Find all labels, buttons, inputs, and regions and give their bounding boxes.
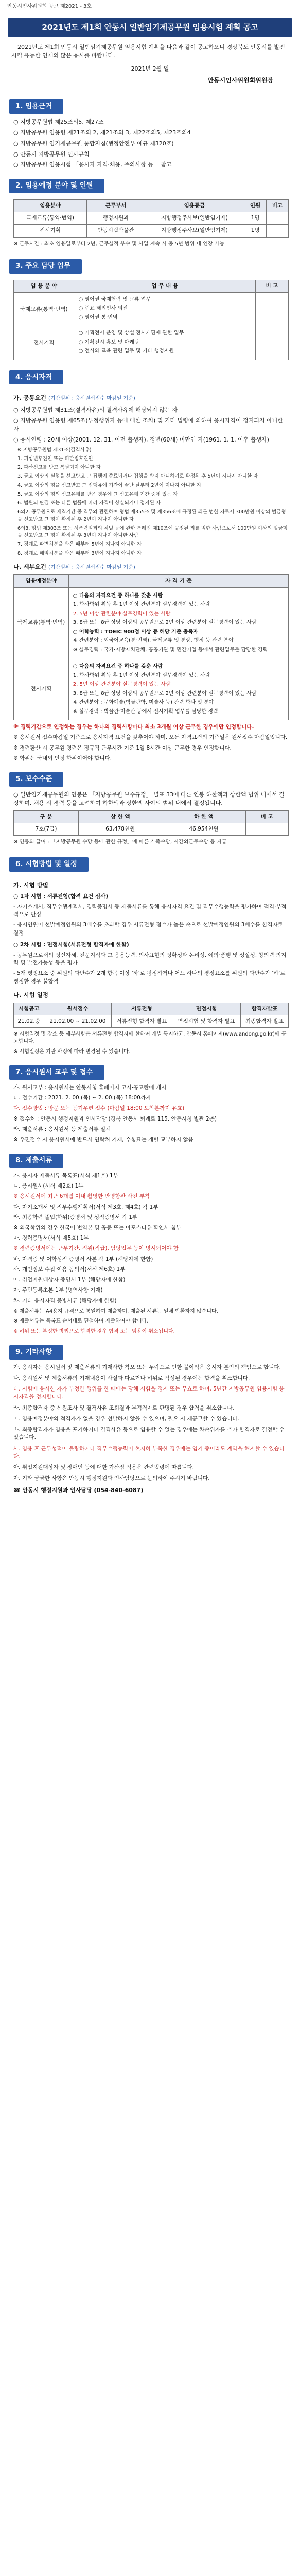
- salary-note: ※ 연봉외 급여 : 「지방공무원 수당 등에 관한 규정」에 따른 가족수당, 시간외근무수당 등 지급: [13, 839, 227, 845]
- table-cell: 전시기획: [14, 658, 69, 720]
- exam-schedule-table: [13, 1003, 289, 1028]
- table-header: 업 무 내 용: [74, 280, 255, 292]
- table-cell: 안동시립박물관: [87, 225, 145, 237]
- table-header: 원서접수: [44, 1003, 111, 1015]
- table-header: 시험공고: [14, 1003, 44, 1015]
- list-item: 1. 피성년후견인 또는 피한정후견인: [17, 455, 93, 462]
- table-cell: 1명: [244, 225, 267, 237]
- list-item: ○ 안동시 지방공무원 인사규칙: [13, 150, 90, 158]
- exam-method-list: [13, 893, 289, 986]
- list-item: ※ 응시원서에 최근 6개월 이내 촬영한 반명함판 사진 부착: [13, 1193, 150, 1200]
- section-title-application: 7. 응시원서 교부 및 접수: [9, 1065, 104, 1080]
- list-item: ※ 경력기간으로 인정하는 경우는 하나의 경력사항마다 최소 3개월 이상 근무한 경우에만 인정합니다.: [13, 724, 254, 731]
- table-row: [14, 225, 289, 237]
- table-cell: 최종합격자 발표: [241, 1015, 289, 1027]
- table-cell: [255, 292, 288, 326]
- section-title-positions: 2. 임용예정 분야 및 인원: [9, 179, 104, 193]
- list-item: 사. 임용 후 근무성적이 불량하거나 직무수행능력이 현저히 부족한 경우에는 임기 중이라도 계약을 해지할 수 있습니다.: [13, 1445, 285, 1460]
- table-header: 임용분야: [14, 199, 87, 212]
- list-item: 나. 응시원서 및 제출서류의 기재내용이 사실과 다르거나 허위로 작성된 경우에는 합격을 취소합니다.: [13, 1375, 250, 1382]
- table-row: [14, 823, 289, 835]
- list-item: 사. 개인정보 수집·이용 동의서(서식 제6호) 1부: [13, 1266, 126, 1273]
- table-row: [14, 292, 289, 326]
- list-item: ※ 응시원서 접수마감일 기준으로 응시자격 요건을 갖추어야 하며, 모든 자격요건의 기준일은 원서접수 마감일입니다.: [13, 734, 288, 741]
- list-item: ※ 외국학위의 경우 한국어 번역본 및 공증 또는 아포스티유 확인서 첨부: [13, 1225, 182, 1231]
- list-item: ※ 실무경력 : 국가·지방자치단체, 공공기관 및 민간기업 등에서 관련업무를 담당한 경력: [73, 647, 268, 653]
- table-cell: 1명: [244, 212, 267, 225]
- table-header: 상 한 액: [79, 810, 162, 823]
- table-cell: [255, 326, 288, 360]
- table-cell: 63,478천원: [79, 823, 162, 835]
- exam-schedule-head: 나. 시험 일정: [13, 991, 48, 998]
- misc-list: [13, 1364, 289, 1483]
- duties-table: [13, 280, 289, 360]
- detail-requirements-table: [13, 574, 289, 720]
- table-row: [14, 326, 289, 360]
- list-item: ○ 지방공무원법 제31조(결격사유)의 결격사유에 해당되지 않는 자: [13, 406, 178, 413]
- contact-info: ☎ 안동시 행정지원과 인사담당 (054-840-6087): [13, 1487, 144, 1494]
- table-cell: [267, 225, 289, 237]
- list-item: 자. 기타 궁금한 사항은 안동시 행정지원과 인사담당으로 문의하여 주시기 바랍니다.: [13, 1475, 210, 1482]
- section-title-salary: 5. 보수수준: [9, 772, 63, 787]
- list-item: ○ 지방공무원법 제25조의5, 제27조: [13, 118, 104, 125]
- table-cell: 전시기획: [14, 326, 74, 360]
- list-item: - 자기소개서, 직무수행계획서, 경력증명서 등 제출서류를 통해 응시자격 요건 및 직무수행능력을 평가하여 적격·부적격으로 판정: [13, 903, 287, 918]
- intro-paragraph: 2021년도 제1회 안동시 일반임기제공무원 임용시험 계획을 다음과 같이 공고하오니 경상북도 안동시를 발전시킬 유능한 인재의 많은 응시를 바랍니다.: [11, 43, 285, 59]
- section-title-exam: 6. 시험방법 및 일정: [9, 857, 89, 872]
- table-cell: [245, 823, 288, 835]
- list-item: - 공무원으로서의 정신자세, 전문지식과 그 응용능력, 의사표현의 정확성과 논리성, 예의·품행 및 성실성, 창의력·의지력 및 발전가능성 등을 평가: [13, 952, 287, 967]
- list-item: 7. 징계로 파면처분을 받은 때부터 5년이 지나지 아니한 자: [17, 541, 142, 548]
- list-item: ※ 시험일정은 기관 사정에 따라 변경될 수 있습니다.: [13, 1048, 131, 1055]
- list-item: 가. 원서교부 : 응시원서는 안동시청 홈페이지 고시·공고란에 게시: [13, 1084, 167, 1091]
- list-item: 차. 기타 응시자격 증빙서류 (해당자에 한함): [13, 1297, 117, 1304]
- list-item: 1. 학사학위 취득 후 1년 이상 관련분야 실무경력이 있는 사람: [73, 602, 210, 608]
- table-cell: 전시기획: [14, 225, 87, 237]
- common-requirements-head: [13, 394, 289, 403]
- list-item: 6의2. 공무원으로 재직기간 중 직무와 관련하여 형법 제355조 및 제356조에 규정된 죄를 범한 자로서 300만원 이상의 벌금형을 선고받고 그 형이 확정된 후 2년이 지나지 아니한 자: [17, 509, 286, 522]
- list-item: ※ 관련분야 : 문화예술(박물관학, 미술사 등) 관련 학과 및 분야: [73, 700, 214, 706]
- list-item: 나. 응시원서(서식 제2호) 1부: [13, 1183, 84, 1190]
- list-item: 마. 경력증명서(서식 제5호) 1부: [13, 1235, 89, 1242]
- table-cell: [267, 212, 289, 225]
- list-item: ※ 허위 또는 부정한 방법으로 합격한 경우 합격 또는 임용이 취소됩니다.: [13, 1328, 175, 1334]
- table-cell: 면접시험 및 합격자 발표: [172, 1015, 241, 1027]
- list-item: ○ 영어권 통·번역: [78, 314, 118, 320]
- table-cell: 지방행정주사보(일반임기제): [145, 212, 244, 225]
- list-item: 4. 금고 이상의 형을 선고받고 그 집행유예 기간이 끝난 날부터 2년이 지나지 아니한 자: [17, 482, 202, 488]
- list-item: ○ 다음의 자격요건 중 하나를 갖춘 사람: [73, 664, 163, 670]
- list-item: 바. 자격증 및 어학성적 증명서 사본 각 1부 (해당자에 한함): [13, 1256, 153, 1262]
- table-row: [14, 587, 289, 658]
- table-header: 구 분: [14, 810, 79, 823]
- disqualification-notes: [13, 447, 289, 557]
- list-item: ※ 경력증명서에는 근무기간, 직위(직급), 담당업무 등이 명시되어야 함: [13, 1245, 179, 1252]
- table-header: 임용예정분야: [14, 575, 69, 587]
- table-cell: [74, 326, 255, 360]
- issuing-org: 안동시인사위원회위원장: [207, 76, 273, 84]
- list-item: - 5개 평정요소 중 위원의 과반수가 2개 항목 이상 '하'로 평정하거나 어느 하나의 평정요소를 위원의 과반수가 '하'로 평정한 경우 불합격: [13, 970, 286, 985]
- list-item: ○ 2차 시험 : 면접시험(서류전형 합격자에 한함): [13, 941, 129, 948]
- detail-requirements-head: [13, 563, 289, 572]
- table-header: 서류전형: [111, 1003, 172, 1015]
- table-row: [14, 658, 289, 720]
- subhead-tag: (기간범위 : 응시원서접수 마감일 기준): [48, 396, 135, 402]
- list-item: 8. 징계로 해임처분을 받은 때부터 3년이 지나지 아니한 자: [17, 550, 142, 556]
- table-header: 근무부서: [87, 199, 145, 212]
- list-item: ○ 지방공무원 임용령 제21조의 2, 제21조의 3, 제22조의5, 제23조의4: [13, 129, 191, 136]
- list-item: ○ 지방공무원 임기제공무원 통합지침(행정안전부 예규 제320호): [13, 140, 174, 147]
- table-header: 비 고: [245, 810, 288, 823]
- table-header: 자 격 기 준: [68, 575, 288, 587]
- exam-schedule-notes: [13, 1031, 289, 1056]
- list-item: ※ 접수처 : 안동시 행정지원과 인사담당 (경북 안동시 퇴계로 115, 안동시청 별관 2층): [13, 1115, 217, 1122]
- table-cell: 국제교류(통역·번역): [14, 292, 74, 326]
- table-cell: 국제교류(통역·번역): [14, 587, 69, 658]
- list-item: ※ 경력환산 시 공무원 경력은 정규직 근무시간 기준 1일 8시간 이상 근무한 경우 인정합니다.: [13, 744, 232, 751]
- section-title-eligibility: 4. 응시자격: [9, 370, 63, 385]
- table-header: 면접시험: [172, 1003, 241, 1015]
- table-cell: [74, 292, 255, 326]
- list-item: ※ 지방공무원법 제31조(결격사유): [17, 447, 92, 453]
- page-title: 2021년도 제1회 안동시 일반임기제공무원 임용시험 계획 공고: [8, 18, 292, 37]
- list-item: ○ 기획전시 운영 및 상설 전시개편에 관한 업무: [78, 330, 184, 336]
- list-item: 아. 취업지원대상자 및 장애인 등에 대한 가산점 적용은 관련법령에 따릅니다.: [13, 1464, 195, 1471]
- table-cell: [68, 658, 288, 720]
- list-item: ○ 1차 시험 : 서류전형(합격 요건 심사): [13, 893, 109, 900]
- list-item: ※ 학위는 국내외 인정 학위이어야 합니다.: [13, 755, 112, 761]
- list-item: 2. 파산선고를 받고 복권되지 아니한 자: [17, 465, 101, 471]
- positions-table: [13, 199, 289, 238]
- application-list: [13, 1084, 289, 1144]
- section-title-duties: 3. 주요 담당 업무: [9, 259, 82, 274]
- common-requirements-list: [13, 406, 289, 444]
- section-title-misc: 9. 기타사항: [9, 1345, 63, 1360]
- list-item: ※ 시험일정 및 장소 등 세부사항은 서류전형 합격자에 한하여 개별 통지하고, 안동시 홈페이지(www.andong.go.kr)에 공고합니다.: [13, 1031, 287, 1045]
- list-item: 2. 5년 이상 관련분야 실무경력이 있는 사람: [73, 611, 171, 617]
- table-row: [14, 212, 289, 225]
- list-item: - 응시인원이 선발예정인원의 3배수를 초과할 경우 서류전형 점수가 높은 순으로 선발예정인원의 3배수를 합격자로 결정: [13, 922, 283, 936]
- list-item: 다. 접수방법 : 방문 또는 등기우편 접수 (마감일 18:00 도착분까지 유효): [13, 1105, 185, 1112]
- list-item: 나. 접수기간 : 2021. 2. 00.(목) ~ 2. 00.(목) 18:00까지: [13, 1095, 151, 1101]
- list-item: 3. 8급 또는 8급 상당 이상의 공무원으로 2년 이상 관련분야 실무경력이 있는 사람: [73, 620, 257, 626]
- list-item: 다. 시험에 응시한 자가 부정한 행위를 한 때에는 당해 시험을 정지 또는 무효로 하며, 5년간 지방공무원 임용시험 응시자격을 정지합니다.: [13, 1386, 285, 1400]
- table-cell: 행정지원과: [87, 212, 145, 225]
- list-item: 아. 취업지원대상자 증명서 1부 (해당자에 한함): [13, 1277, 126, 1283]
- documents-list: [13, 1172, 289, 1305]
- table-header: 하 한 액: [162, 810, 245, 823]
- list-item: ○ 응시연령 : 20세 이상(2001. 12. 31. 이전 출생자), 정년(60세) 미만인 자(1961. 1. 1. 이후 출생자): [13, 436, 269, 443]
- table-cell: 국제교류(통역·번역): [14, 212, 87, 225]
- list-item: 자. 주민등록초본 1부 (병역사항 기재): [13, 1287, 103, 1294]
- list-item: ○ 영어권 국제협력 및 교류 업무: [78, 296, 151, 302]
- list-item: ○ 주요 해외인사 의전: [78, 306, 128, 312]
- list-item: 1. 학사학위 취득 후 1년 이상 관련분야 실무경력이 있는 사람: [73, 672, 210, 679]
- table-header: 합격자발표: [241, 1003, 289, 1015]
- list-item: 2. 5년 이상 관련분야 실무경력이 있는 사람: [73, 682, 171, 688]
- eligibility-notes: [13, 723, 289, 762]
- salary-table: [13, 810, 289, 836]
- table-cell: 21.02.00 ~ 21.02.00: [44, 1015, 111, 1027]
- exam-method-head: 가. 시험 방법: [13, 882, 48, 889]
- list-item: ○ 지방공무원 임용시험 「응시자 자격·채용, 주의사항 등」 참고: [13, 161, 172, 168]
- announcement-ref: 안동시인사위원회 공고 제2021 - 3호: [0, 0, 300, 13]
- table-header: 비 고: [255, 280, 288, 292]
- list-item: ※ 우편접수 시 응시원서에 반드시 연락처 기재, 수험표는 개별 교부하지 않음: [13, 1137, 193, 1143]
- list-item: 5. 금고 이상의 형의 선고유예를 받은 경우에 그 선고유예 기간 중에 있는 자: [17, 491, 178, 497]
- table-header: 임 용 분 야: [14, 280, 74, 292]
- list-item: 라. 최종학력 졸업(학위)증명서 및 성적증명서 각 1부: [13, 1214, 138, 1221]
- table-header: 비고: [267, 199, 289, 212]
- table-header: 인원: [244, 199, 267, 212]
- table-cell: 지방행정주사보(일반임기제): [145, 225, 244, 237]
- list-item: ○ 지방공무원 임용령 제65조(부정행위자 등에 대한 조치) 및 기타 법령에 의하여 응시자격이 정지되지 아니한 자: [13, 417, 283, 432]
- section-title-legal-basis: 1. 임용근거: [9, 99, 63, 114]
- section-title-documents: 8. 제출서류: [9, 1154, 63, 1168]
- list-item: 6의3. 형법 제303조 또는 성폭력범죄의 처벌 등에 관한 특례법 제10조에 규정된 죄를 범한 사람으로서 100만원 이상의 벌금형을 선고받고 그 형이 확정된 후 3년이 지나지 아니한 사람: [17, 525, 288, 539]
- table-cell: 7호(7급): [14, 823, 79, 835]
- table-cell: 21.02.중: [14, 1015, 44, 1027]
- list-item: 3. 금고 이상의 실형을 선고받고 그 집행이 종료되거나 집행을 받지 아니하기로 확정된 후 5년이 지나지 아니한 자: [17, 473, 258, 480]
- list-item: ○ 다음의 자격요건 중 하나를 갖춘 사람: [73, 592, 163, 599]
- list-item: 라. 최종합격자 중 신원조사 및 결격사유 조회결과 부적격자로 판명된 경우 합격을 취소합니다.: [13, 1404, 234, 1411]
- list-item: 바. 최종합격자가 임용을 포기하거나 결격사유 등으로 임용할 수 없는 경우에는 차순위자를 추가 합격자로 결정할 수 있습니다.: [13, 1427, 285, 1441]
- announcement-date: 2021년 2월 일: [131, 65, 169, 72]
- subhead-label: 가. 공통요건: [13, 394, 46, 402]
- table-cell: 46,954천원: [162, 823, 245, 835]
- list-item: 3. 8급 또는 8급 상당 이상의 공무원으로 2년 이상 관련분야 실무경력이 있는 사람: [73, 690, 257, 697]
- documents-notes: [13, 1308, 289, 1336]
- table-cell: 서류전형 합격자 발표: [111, 1015, 172, 1027]
- subhead-tag: (기간범위 : 응시원서접수 마감일 기준): [48, 564, 135, 570]
- list-item: ※ 제출서류는 목록표 순서대로 편철하여 제출하여야 합니다.: [13, 1318, 149, 1325]
- list-item: ○ 어학능력 : TOEIC 900점 이상 등 해당 기준 충족자: [73, 629, 198, 635]
- list-item: ※ 관련분야 : 외국어교육(통·번역), 국제교류 및 통상, 행정 등 관련 분야: [73, 638, 234, 644]
- list-item: ※ 실무경력 : 박물관·미술관 등에서 전시기획 업무를 담당한 경력: [73, 708, 218, 715]
- legal-basis-list: [13, 118, 289, 170]
- table-header: 임용등급: [145, 199, 244, 212]
- list-item: 가. 응시자는 응시원서 및 제출서류의 기재사항 착오 또는 누락으로 인한 불이익은 응시자 본인의 책임으로 합니다.: [13, 1364, 281, 1370]
- list-item: 마. 임용예정분야의 적격자가 없을 경우 선발하지 않을 수 있으며, 필요 시 재공고할 수 있습니다.: [13, 1415, 239, 1422]
- table-row: [14, 1015, 289, 1027]
- list-item: ○ 전시와 교육 관련 업무 및 기타 행정지원: [78, 348, 174, 354]
- table-cell: [68, 587, 288, 658]
- list-item: ○ 기획전시 홍보 및 마케팅: [78, 339, 139, 345]
- list-item: 가. 응시자 제출서류 목록표(서식 제1호) 1부: [13, 1172, 118, 1179]
- list-item: 6. 법원의 판결 또는 다른 법률에 따라 자격이 상실되거나 정지된 자: [17, 500, 161, 506]
- positions-note: ※ 근무시간 : 최초 임용일로부터 2년, 근무실적 우수 및 사업 계속 시 총 5년 범위 내 연장 가능: [13, 241, 225, 247]
- list-item: 라. 제출서류 : 응시원서 등 제출서류 일체: [13, 1126, 111, 1132]
- subhead-label: 나. 세부요건: [13, 563, 46, 570]
- intro: [0, 40, 300, 85]
- salary-paragraph: ○ 일반임기제공무원의 연봉은 「지방공무원 보수규정」 별표 33에 따른 연봉 하한액과 상한액 범위 내에서 결정하며, 채용 시 경력 등을 고려하여 하한액과 상한액 사이의 범위 내에서 결정됩니다.: [13, 791, 285, 806]
- list-item: ※ 제출서류는 A4용지 규격으로 통일하여 제출하며, 제출된 서류는 일체 반환하지 않습니다.: [13, 1308, 218, 1314]
- list-item: 다. 자기소개서 및 직무수행계획서(서식 제3호, 제4호) 각 1부: [13, 1204, 158, 1210]
